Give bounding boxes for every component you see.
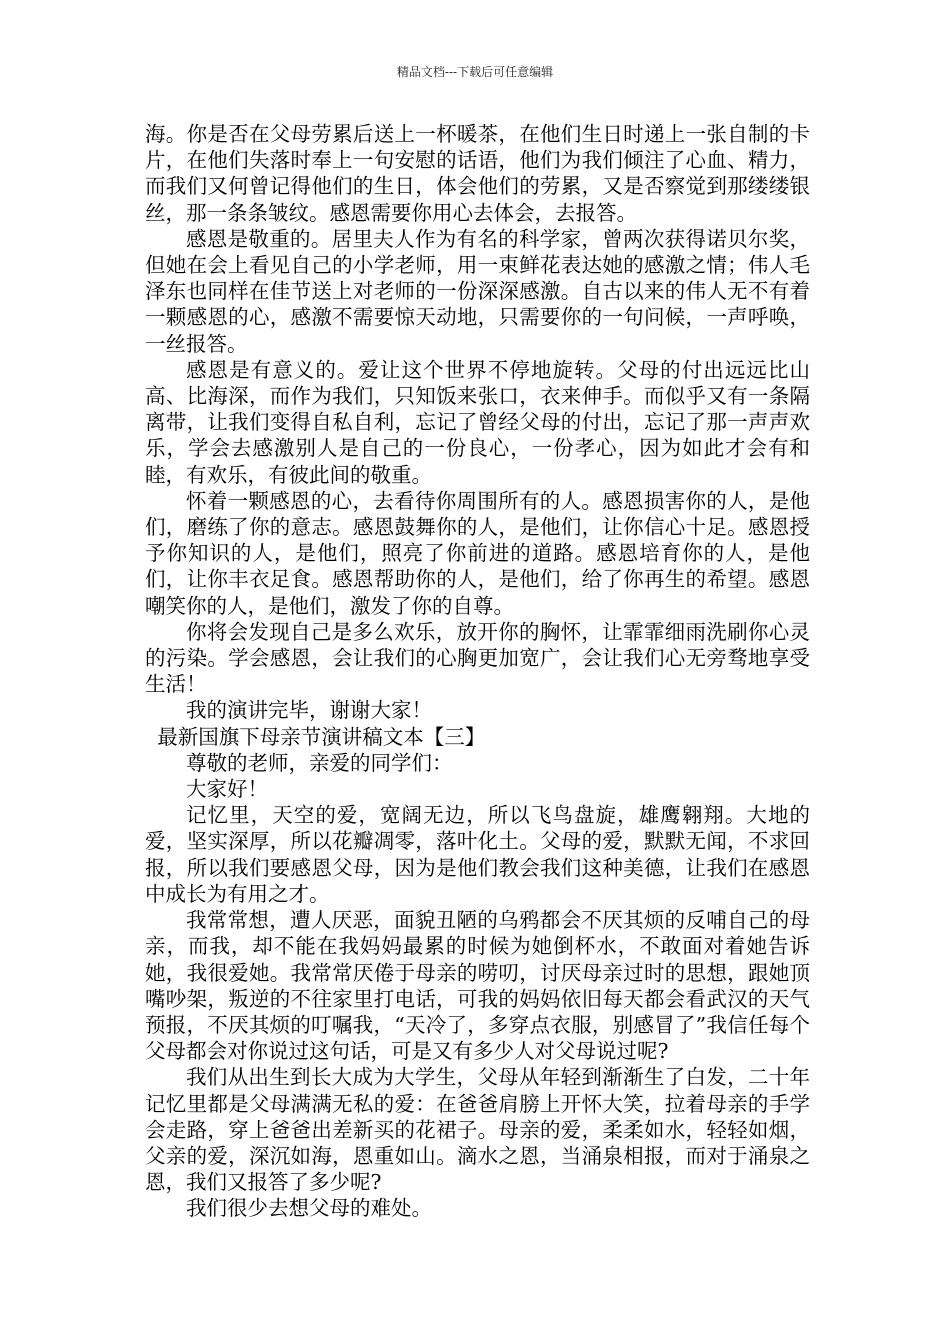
- paragraph: 我们很少去想父母的难处。: [186, 1196, 432, 1221]
- greeting: 大家好！: [186, 777, 268, 802]
- page-header: 精品文档---下载后可任意编辑: [396, 65, 554, 79]
- paragraph: 你将会发现自己是多么欢乐，放开你的胸怀，让霏霏细雨洗刷你心灵的污染。学会感恩，会让我们的心胸更加宽广，会让我们心无旁骛地享受生活！: [145, 619, 810, 697]
- section-title: 最新国旗下母亲节演讲稿文本【三】: [157, 724, 486, 749]
- paragraph: 感恩是有意义的。爱让这个世界不停地旋转。父母的付出远远比山高、比海深，而作为我们，只知饭来张口，衣来伸手。而似乎又有一条隔离带，让我们变得自私自利，忘记了曾经父母的付出，忘记了那一声声欢乐，学会去感激别人是自己的一份良心，一份孝心，因为如此才会有和睦，有欢乐，有彼此间的敬重。: [145, 357, 810, 487]
- paragraph: 我常常想，遭人厌恶，面貌丑陋的乌鸦都会不厌其烦的反哺自己的母亲，而我，却不能在我妈妈最累的时候为她倒杯水，不敢面对着她告诉她，我很爱她。我常常厌倦于母亲的唠叨，讨厌母亲过时的思想，跟她顶嘴吵架，叛逆的不往家里打电话，可我的妈妈依旧每天都会看武汉的天气预报，不厌其烦的叮嘱我，“天冷了，多穿点衣服，别感冒了”我信任每个父母都会对你说过这句话，可是又有多少人对父母说过呢?: [145, 908, 810, 1064]
- paragraph: 怀着一颗感恩的心，去看待你周围所有的人。感恩损害你的人，是他们，磨练了你的意志。感恩鼓舞你的人，是他们，让你信心十足。感恩授予你知识的人，是他们，照亮了你前进的道路。感恩培育你的人，是他们，让你丰衣足食。感恩帮助你的人，是他们，给了你再生的希望。感恩嘲笑你的人，是他们，激发了你的自尊。: [145, 488, 810, 618]
- closing-line: 我的演讲完毕，谢谢大家！: [186, 698, 432, 723]
- paragraph: 我们从出生到长大成为大学生，父母从年轻到渐渐生了白发，二十年记忆里都是父母满满无私的爱：在爸爸肩膀上开怀大笑，拉着母亲的手学会走路，穿上爸爸出差新买的花裙子。母亲的爱，柔柔如水，轻轻如烟，父亲的爱，深沉如海，恩重如山。滴水之恩，当涌泉相报，而对于涌泉之恩，我们又报答了多少呢?: [145, 1065, 810, 1195]
- document-body: [145, 121, 810, 1222]
- paragraph: 感恩是敬重的。居里夫人作为有名的科学家，曾两次获得诺贝尔奖，但她在会上看见自己的小学老师，用一束鲜花表达她的感激之情；伟人毛泽东也同样在佳节送上对老师的一份深深感激。自古以来的伟人无不有着一颗感恩的心，感激不需要惊天动地，只需要你的一句问候，一声呼唤，一丝报答。: [145, 226, 810, 356]
- paragraph: 海。你是否在父母劳累后送上一杯暖茶，在他们生日时递上一张自制的卡片，在他们失落时奉上一句安慰的话语，他们为我们倾注了心血、精力，而我们又何曾记得他们的生日，体会他们的劳累，又是否察觉到那缕缕银丝，那一条条皱纹。感恩需要你用心去体会，去报答。: [145, 122, 810, 225]
- salutation: 尊敬的老师，亲爱的同学们：: [186, 750, 453, 775]
- paragraph: 记忆里，天空的爱，宽阔无边，所以飞鸟盘旋，雄鹰翱翔。大地的爱，坚实深厚，所以花瓣凋零，落叶化土。父母的爱，默默无闻，不求回报，所以我们要感恩父母，因为是他们教会我们这种美德，让我们在感恩中成长为有用之才。: [145, 803, 810, 906]
